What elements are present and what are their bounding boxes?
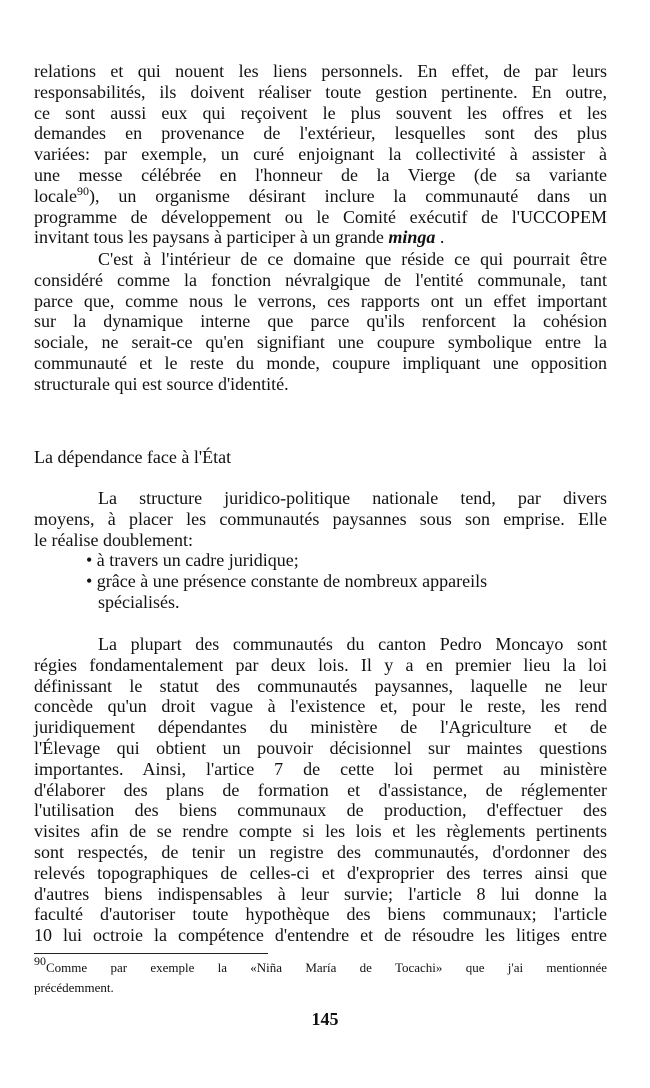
text-line	[34, 821, 607, 842]
text-run: programme de développement ou le Comité exécutif de l'UCCOPEM	[34, 206, 607, 227]
text-line	[34, 738, 607, 759]
footnote-reference: 90	[76, 183, 89, 198]
bullet-item	[34, 571, 607, 592]
text-line	[34, 655, 607, 676]
text-line	[34, 144, 607, 165]
text-run: C'est à l'intérieur de ce domaine que réside ce qui pourrait être	[98, 249, 607, 269]
footnote	[34, 954, 607, 998]
text-run: ), un organisme désirant inclure la communauté dans un	[88, 185, 607, 206]
text-line	[34, 61, 607, 82]
text-line	[34, 509, 607, 530]
page-number: 145	[311, 1009, 339, 1029]
text-line	[34, 925, 607, 946]
text-run: relevés topographiques de celles-ci et d'exproprier des terres ainsi que	[34, 862, 607, 883]
text-line	[34, 863, 607, 884]
text-line	[34, 353, 607, 374]
text-line	[34, 207, 607, 228]
text-run: locale	[34, 185, 77, 206]
footnote-text: précédemment.	[34, 980, 114, 995]
text-line	[34, 634, 607, 655]
text-line	[34, 530, 607, 551]
text-line	[34, 123, 607, 144]
text-run: .	[435, 227, 445, 248]
text-run: 10 lui octroie la compétence d'entendre et de résoudre les litiges entre	[34, 925, 607, 946]
text-run: parce que, comme nous le verrons, ces rapports ont un effet important	[34, 290, 607, 311]
text-run: structurale qui est source d'identité.	[34, 373, 289, 394]
text-line	[34, 717, 607, 738]
text-line	[34, 165, 607, 186]
paragraph-laws	[34, 634, 607, 946]
text-line	[34, 291, 607, 312]
text-run: régies fondamentalement par deux lois. Il y a en premier lieu la loi	[34, 654, 607, 675]
text-run: • à travers un cadre juridique;	[86, 550, 299, 571]
text-line	[34, 676, 607, 697]
text-run: visites afin de se rendre compte si les lois et les règlements pertinents	[34, 821, 607, 842]
footnote-divider	[34, 953, 268, 954]
text-line	[34, 904, 607, 925]
text-run: l'Élevage qui obtient un pouvoir décisionnel sur maintes questions	[34, 737, 607, 758]
text-line	[34, 227, 607, 248]
text-run: le réalise doublement:	[34, 529, 193, 550]
text-run: une messe célébrée en l'honneur de la Vierge (de sa variante	[34, 164, 607, 185]
text-line	[34, 842, 607, 863]
text-run: La structure juridico-politique nationale tend, par divers	[98, 488, 607, 508]
text-run: responsabilités, ils doivent réaliser toute gestion pertinente. En outre,	[34, 81, 607, 102]
text-line	[34, 374, 607, 395]
text-line	[34, 759, 607, 780]
text-run: moyens, à placer les communautés paysannes sous son emprise. Elle	[34, 508, 607, 529]
text-line	[34, 696, 607, 717]
text-run: communauté et le reste du monde, coupure impliquant une opposition	[34, 352, 607, 373]
text-run: • grâce à une présence constante de nombreux appareils	[86, 571, 488, 592]
text-run: définissant le statut des communautés paysannes, laquelle ne leur	[34, 675, 607, 696]
text-run: faculté d'autoriser toute hypothèque des biens communaux; l'article	[34, 904, 607, 925]
text-run: spécialisés.	[98, 591, 180, 612]
text-run: La plupart des communautés du canton Pedro Moncayo sont	[98, 634, 607, 654]
text-run: variées: par exemple, un curé enjoignant la collectivité à assister à	[34, 144, 607, 165]
text-run: sont respectés, de tenir un registre des communautés, d'ordonner des	[34, 841, 607, 862]
text-run: l'utilisation des biens communaux de production, d'effectuer des	[34, 800, 607, 821]
text-run: d'élaborer des plans de formation et d'assistance, de réglementer	[34, 779, 607, 800]
text-line	[34, 270, 607, 291]
text-line	[34, 183, 607, 207]
text-line	[34, 884, 607, 905]
text-line	[34, 311, 607, 332]
text-line	[34, 592, 607, 613]
bullet-item	[34, 550, 607, 571]
text-line	[34, 332, 607, 353]
paragraph-central-domain	[34, 249, 607, 395]
paragraph-structure	[34, 488, 607, 613]
text-run: juridiquement dépendantes du ministère de l'Agriculture et de	[34, 717, 607, 738]
text-line	[34, 249, 607, 270]
text-run: demandes en provenance de l'extérieur, lesquelles sont des plus	[34, 123, 607, 144]
text-run: concède qu'un droit vague à l'existence et, pour le reste, les rend	[34, 696, 607, 717]
section-heading: La dépendance face à l'État	[34, 447, 232, 467]
text-run: relations et qui nouent les liens personnels. En effet, de par leurs	[34, 61, 607, 81]
text-run: sociale, ne serait-ce qu'en signifiant une coupure symbolique entre la	[34, 332, 607, 353]
footnote-text: Comme par exemple la «Niña María de Tocachi» que j'ai mentionnée	[46, 960, 607, 975]
text-run: considéré comme la fonction névralgique de l'entité communale, tant	[34, 269, 607, 290]
text-line	[34, 103, 607, 124]
text-line	[34, 780, 607, 801]
text-line	[34, 800, 607, 821]
text-run: invitant tous les paysans à participer à un grande	[34, 227, 389, 248]
text-run: ce sont aussi eux qui reçoivent le plus souvent les offres et les	[34, 102, 607, 123]
text-run: d'autres biens indispensables à leur survie; l'article 8 lui donne la	[34, 883, 607, 904]
text-run: sur la dynamique interne que parce qu'ils renforcent la cohésion	[34, 311, 607, 332]
text-run: importantes. Ainsi, l'artice 7 de cette loi permet au ministère	[34, 758, 607, 779]
emphasis: minga	[388, 227, 436, 248]
text-line	[34, 82, 607, 103]
text-line	[34, 488, 607, 509]
footnote-number: 90	[34, 954, 46, 968]
paragraph-continued	[34, 61, 607, 248]
